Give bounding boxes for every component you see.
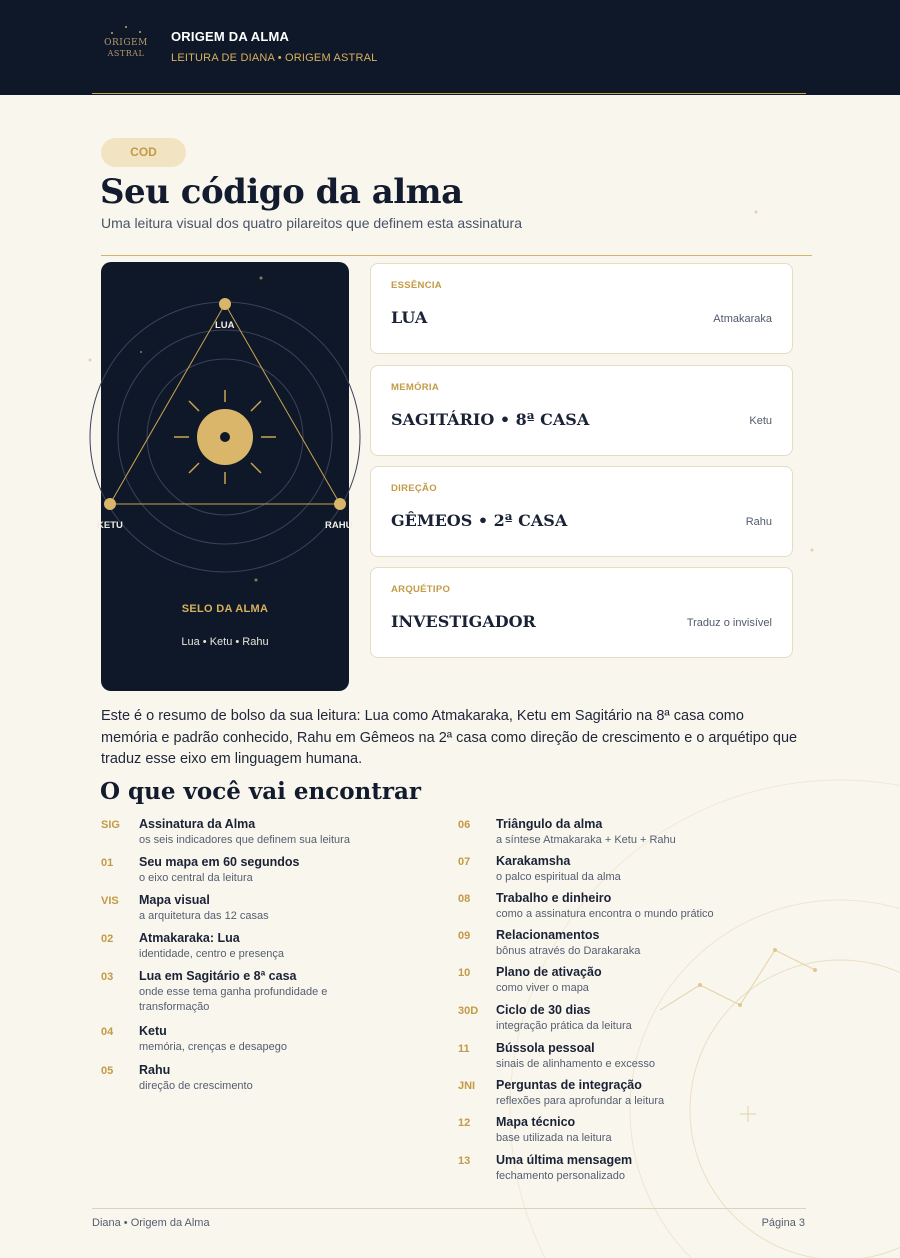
- toc-code: 08: [458, 893, 471, 905]
- toc-item-desc: integração prática da leitura: [496, 1020, 632, 1032]
- seal-label: SELO DA ALMA: [181, 603, 269, 615]
- brand-logo: [103, 22, 149, 66]
- toc-item-title: Mapa técnico: [496, 1115, 576, 1129]
- section-badge: COD: [101, 138, 186, 167]
- card-value: INVESTIGADOR: [391, 612, 536, 631]
- page-number: Página 3: [761, 1217, 805, 1229]
- page-subtitle: Uma leitura visual dos quatro pilareitos que definem esta assinatura: [101, 215, 523, 231]
- toc-code: 01: [101, 857, 114, 869]
- card-label: MEMÓRIA: [391, 382, 440, 393]
- toc-item-title: Seu mapa em 60 segundos: [139, 855, 300, 869]
- toc-item-desc: o eixo central da leitura: [139, 872, 253, 884]
- toc-item-title: Plano de ativação: [496, 965, 602, 979]
- toc-item-title: Rahu: [139, 1063, 171, 1077]
- page-header: [0, 0, 900, 95]
- toc-item-desc: onde esse tema ganha profundidade e transformação: [139, 986, 328, 1013]
- card-value: SAGITÁRIO • 8ª CASA: [391, 410, 590, 429]
- toc-code: SIG: [101, 819, 120, 831]
- toc-item-desc: a arquitetura das 12 casas: [139, 910, 269, 922]
- toc-item-title: Ciclo de 30 dias: [496, 1003, 591, 1017]
- pillar-card-direcao: [370, 466, 793, 557]
- toc-item-desc: fechamento personalizado: [496, 1170, 626, 1182]
- footer-divider: [92, 1208, 806, 1209]
- header-divider: [92, 93, 806, 94]
- pillar-card-memoria: [370, 365, 793, 456]
- footer-document-info: Diana • Origem da Alma: [92, 1217, 210, 1229]
- toc-code: JNI: [458, 1080, 476, 1092]
- toc-code: 11: [458, 1043, 470, 1055]
- toc-code: 05: [101, 1065, 114, 1077]
- toc-item-title: Atmakaraka: Lua: [139, 931, 240, 945]
- card-note: Rahu: [745, 516, 772, 528]
- toc-item-title: Uma última mensagem: [496, 1153, 633, 1167]
- toc-item-desc: como viver o mapa: [496, 982, 589, 994]
- card-note: Atmakaraka: [713, 313, 772, 325]
- summary-paragraph: Este é o resumo de bolso da sua leitura: Lua como Atmakaraka, Ketu em Sagitário na 8ª casa como memória e padrão conhecido, Rahu em Gêmeos na 2ª casa como direção de crescimento e o arquétipo que traduz esse eixo em linguagem humana.: [101, 708, 798, 767]
- toc-item-desc: identidade, centro e presença: [139, 948, 284, 960]
- toc-code: 06: [458, 819, 471, 831]
- toc-item-desc: base utilizada na leitura: [496, 1132, 612, 1144]
- node-label-lua: LUA: [215, 320, 235, 331]
- card-note: Ketu: [749, 415, 772, 427]
- brand-title: ORIGEM DA ALMA: [171, 29, 290, 44]
- toc-item-title: Trabalho e dinheiro: [496, 891, 612, 905]
- toc-code: 13: [458, 1155, 471, 1167]
- toc-item-title: Assinatura da Alma: [139, 817, 256, 831]
- toc-code: 30D: [458, 1005, 479, 1017]
- logo-text-top: ORIGEM: [104, 38, 148, 48]
- toc-code: 12: [458, 1117, 471, 1129]
- toc-item-title: Ketu: [139, 1024, 167, 1038]
- toc-code: 09: [458, 930, 471, 942]
- toc-code: 10: [458, 967, 471, 979]
- toc-code: 04: [101, 1026, 114, 1038]
- card-label: DIREÇÃO: [391, 483, 437, 494]
- toc-code: 03: [101, 971, 114, 983]
- card-label: ARQUÉTIPO: [391, 584, 451, 595]
- toc-title: O que você vai encontrar: [100, 778, 422, 805]
- soul-seal-card: [97, 262, 353, 691]
- card-note: Traduz o invisível: [686, 617, 772, 629]
- toc-item-title: Mapa visual: [139, 893, 210, 907]
- seal-nodes-line: Lua • Ketu • Rahu: [181, 636, 269, 648]
- toc-item-title: Bússola pessoal: [496, 1041, 595, 1055]
- toc-item-desc: direção de crescimento: [139, 1080, 253, 1092]
- toc-item-desc: sinais de alinhamento e excesso: [496, 1058, 655, 1070]
- node-label-rahu: RAHU: [325, 520, 353, 531]
- title-divider: [101, 255, 812, 256]
- toc-code: VIS: [101, 895, 119, 907]
- toc-item-title: Karakamsha: [496, 854, 571, 868]
- toc-code: 07: [458, 856, 471, 868]
- node-label-ketu: KETU: [97, 520, 123, 531]
- toc-item-desc: bônus através do Darakaraka: [496, 945, 641, 957]
- toc-item-desc: o palco espiritual da alma: [496, 871, 621, 883]
- card-label: ESSÊNCIA: [391, 280, 442, 291]
- toc-code: 02: [101, 933, 114, 945]
- toc-item-desc: a síntese Atmakaraka + Ketu + Rahu: [496, 834, 676, 846]
- toc-item-title: Triângulo da alma: [496, 817, 603, 831]
- toc-item-desc: memória, crenças e desapego: [139, 1041, 287, 1053]
- toc-item-desc: como a assinatura encontra o mundo prático: [496, 908, 714, 920]
- card-value: LUA: [391, 308, 428, 327]
- toc-item-title: Perguntas de integração: [496, 1078, 642, 1092]
- card-value: GÊMEOS • 2ª CASA: [391, 511, 568, 530]
- toc-item-desc: os seis indicadores que definem sua leitura: [139, 834, 350, 846]
- toc-item-desc: reflexões para aprofundar a leitura: [496, 1095, 665, 1107]
- page-title: Seu código da alma: [100, 172, 463, 212]
- logo-text-bottom: ASTRAL: [107, 49, 145, 58]
- brand-subtitle: LEITURA DE DIANA • ORIGEM ASTRAL: [171, 52, 378, 64]
- toc-item-title: Lua em Sagitário e 8ª casa: [139, 969, 297, 983]
- toc-item-title: Relacionamentos: [496, 928, 600, 942]
- pillar-card-essencia: [370, 263, 793, 354]
- pillar-card-arquetipo: [370, 567, 793, 658]
